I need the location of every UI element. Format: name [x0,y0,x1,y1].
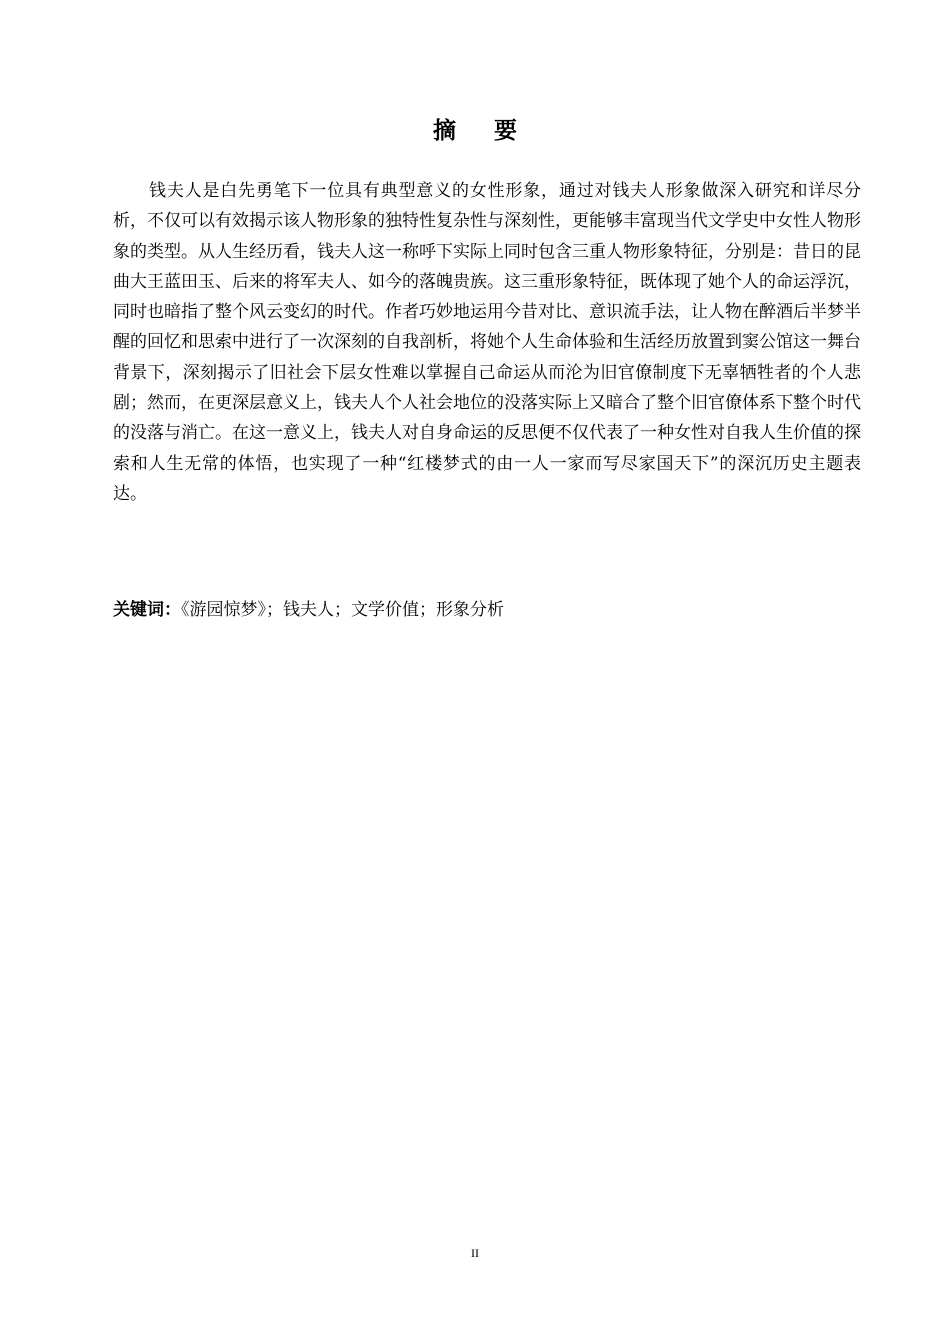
abstract-title: 摘要 [433,118,555,144]
keywords-label: 关键词： [113,600,181,620]
page-number: II [471,1246,479,1260]
keywords-line [113,595,861,625]
abstract-paragraph: 钱夫人是白先勇笔下一位具有典型意义的女性形象，通过对钱夫人形象做深入研究和详尽分析，不仅可以有效揭示该人物形象的独特性复杂性与深刻性，更能够丰富现当代文学史中女性人物形象的类型。从人生经历看，钱夫人这一称呼下实际上同时包含三重人物形象特征，分别是：昔日的昆曲大王蓝田玉、后来的将军夫人、如今的落魄贵族。这三重形象特征，既体现了她个人的命运浮沉，同时也暗指了整个风云变幻的时代。作者巧妙地运用今昔对比、意识流手法，让人物在醉酒后半梦半醒的回忆和思索中进行了一次深刻的自我剖析，将她个人生命体验和生活经历放置到窦公馆这一舞台背景下，深刻揭示了旧社会下层女性难以掌握自己命运从而沦为旧官僚制度下无辜牺牲者的个人悲剧；然而，在更深层意义上，钱夫人个人社会地位的没落实际上又暗合了整个旧官僚体系下整个时代的没落与消亡。在这一意义上，钱夫人对自身命运的反思便不仅代表了一种女性对自我人生价值的探索和人生无常的体悟，也实现了一种“红楼梦式的由一人一家而写尽家国天下”的深沉历史主题表达。 [113,181,861,504]
keywords-value: 《游园惊梦》；钱夫人；文学价值；形象分析 [181,600,504,620]
